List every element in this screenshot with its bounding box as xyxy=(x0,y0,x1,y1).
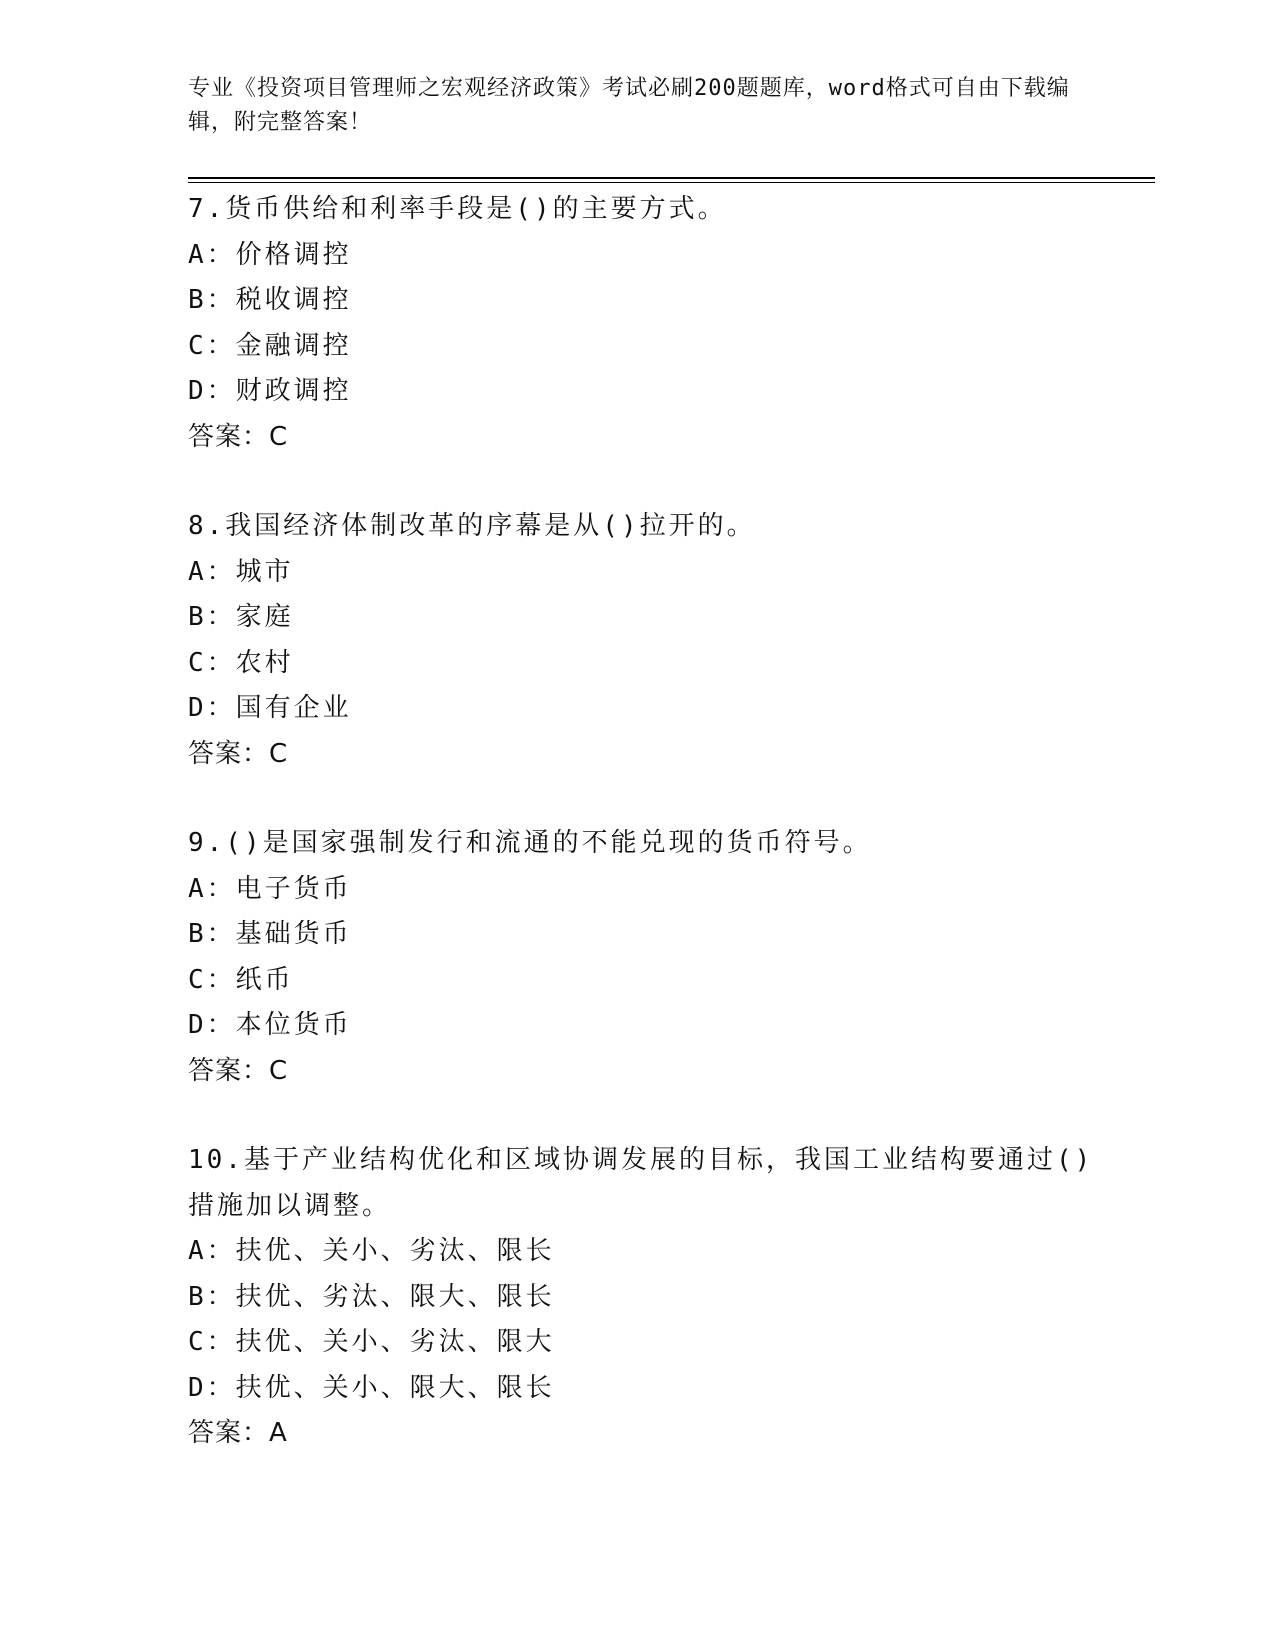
option-d: D：扶优、关小、限大、限长 xyxy=(188,1372,555,1403)
header-divider-thick xyxy=(188,177,1155,179)
option-d: D：本位货币 xyxy=(188,1010,352,1040)
question-stem: 8.我国经济体制改革的序幕是从()拉开的。 xyxy=(188,511,756,541)
option-b: B：扶优、劣汰、限大、限长 xyxy=(188,1281,555,1312)
option-a: A：扶优、关小、劣汰、限长 xyxy=(188,1236,555,1266)
header-divider-thin xyxy=(188,182,1155,183)
answer-text: 答案：C xyxy=(188,1055,289,1086)
option-c: C：金融调控 xyxy=(188,330,352,361)
header-intro-text: 专业《投资项目管理师之宏观经济政策》考试必刷200题题库，word格式可自由下载编辑，附完整答案！ xyxy=(188,76,1070,135)
answer-text: 答案：C xyxy=(188,738,289,769)
question-10 xyxy=(188,1138,1108,1457)
question-stem: 7.货币供给和利率手段是()的主要方式。 xyxy=(188,194,727,224)
answer-text: 答案：C xyxy=(188,421,289,452)
option-c: C：农村 xyxy=(188,647,294,678)
option-b: B：税收调控 xyxy=(188,285,352,315)
question-stem: 10.基于产业结构优化和区域协调发展的目标，我国工业结构要通过()措施加以调整。 xyxy=(188,1145,1094,1221)
option-c: C：扶优、关小、劣汰、限大 xyxy=(188,1327,555,1357)
question-7 xyxy=(188,187,1108,460)
option-a: A：城市 xyxy=(188,556,294,587)
option-b: B：家庭 xyxy=(188,602,294,632)
option-b: B：基础货币 xyxy=(188,919,352,949)
option-d: D：财政调控 xyxy=(188,376,352,406)
option-a: A：价格调控 xyxy=(188,239,352,270)
question-8 xyxy=(188,504,1108,777)
option-a: A：电子货币 xyxy=(188,873,352,904)
document-header xyxy=(188,72,1088,140)
option-c: C：纸币 xyxy=(188,964,294,995)
question-9 xyxy=(188,821,1108,1094)
answer-text: 答案：A xyxy=(188,1418,288,1448)
question-list xyxy=(188,187,1108,1457)
option-d: D：国有企业 xyxy=(188,693,352,723)
question-stem: 9.()是国家强制发行和流通的不能兑现的货币符号。 xyxy=(188,828,872,858)
